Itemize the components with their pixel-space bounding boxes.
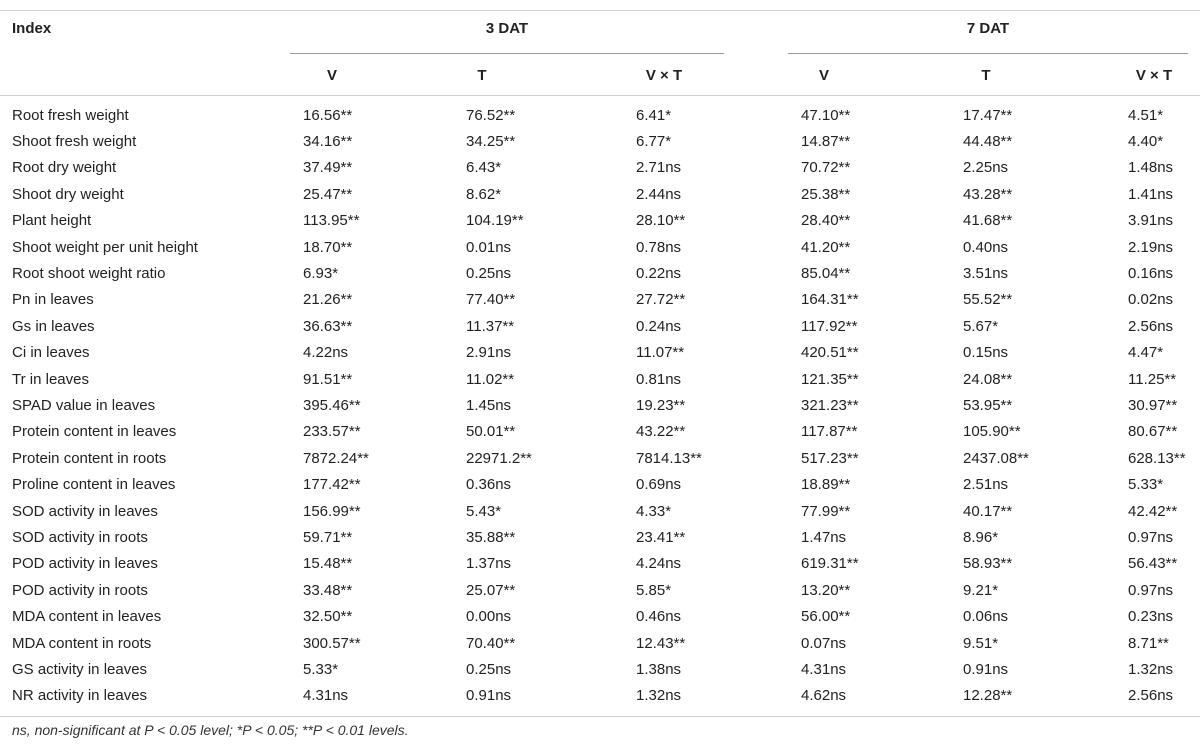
cell-index: SPAD value in leaves — [12, 396, 156, 414]
cell-vxt-3dat: 0.69ns — [636, 476, 682, 494]
cell-v-7dat: 420.51** — [801, 344, 859, 362]
table-row — [0, 340, 1200, 366]
table-rows — [0, 102, 1200, 709]
table-row — [0, 128, 1200, 154]
cell-t-7dat: 58.93** — [963, 555, 1013, 573]
cell-v-3dat: 25.47** — [303, 185, 353, 203]
cell-v-7dat: 56.00** — [801, 608, 851, 626]
cell-t-7dat: 40.17** — [963, 502, 1013, 520]
cell-t-7dat: 5.67* — [963, 317, 999, 335]
cell-v-7dat: 28.40** — [801, 212, 851, 230]
sub-header-v-7dat: V — [818, 67, 829, 84]
cell-t-7dat: 2437.08** — [963, 449, 1029, 467]
cell-vxt-7dat: 80.67** — [1128, 423, 1178, 441]
cell-index: Root fresh weight — [12, 106, 129, 124]
cell-vxt-7dat: 4.47* — [1128, 344, 1164, 362]
cell-index: Tr in leaves — [12, 370, 89, 388]
cell-vxt-3dat: 4.33* — [636, 502, 672, 520]
cell-t-3dat: 0.25ns — [466, 265, 512, 283]
cell-v-3dat: 18.70** — [303, 238, 353, 256]
table-row — [0, 551, 1200, 577]
cell-v-3dat: 36.63** — [303, 317, 353, 335]
cell-index: Shoot dry weight — [12, 185, 124, 203]
cell-v-3dat: 300.57** — [303, 634, 361, 652]
cell-index: Protein content in roots — [12, 449, 167, 467]
header-rule — [0, 95, 1200, 96]
cell-v-3dat: 91.51** — [303, 370, 353, 388]
cell-vxt-7dat: 4.40* — [1128, 133, 1164, 151]
cell-vxt-7dat: 0.02ns — [1128, 291, 1174, 309]
cell-t-3dat: 70.40** — [466, 634, 516, 652]
group-rule-3dat — [290, 53, 724, 54]
cell-t-3dat: 25.07** — [466, 581, 516, 599]
cell-t-7dat: 9.21* — [963, 581, 999, 599]
cell-index: MDA content in leaves — [12, 608, 162, 626]
cell-v-3dat: 395.46** — [303, 396, 361, 414]
cell-index: Gs in leaves — [12, 317, 95, 335]
cell-index: Protein content in leaves — [12, 423, 177, 441]
cell-index: POD activity in leaves — [12, 555, 158, 573]
cell-vxt-3dat: 11.07** — [636, 344, 685, 362]
table-row — [0, 392, 1200, 418]
cell-vxt-3dat: 5.85* — [636, 581, 672, 599]
cell-v-7dat: 164.31** — [801, 291, 859, 309]
cell-v-7dat: 321.23** — [801, 396, 859, 414]
cell-t-3dat: 34.25** — [466, 133, 516, 151]
cell-vxt-7dat: 4.51* — [1128, 106, 1164, 124]
cell-t-7dat: 17.47** — [963, 106, 1013, 124]
table-row — [0, 102, 1200, 128]
table-row — [0, 656, 1200, 682]
cell-v-3dat: 4.31ns — [303, 687, 349, 705]
cell-v-7dat: 0.07ns — [801, 634, 847, 652]
sub-header-v-3dat: V — [326, 67, 337, 84]
cell-v-7dat: 18.89** — [801, 476, 851, 494]
cell-t-7dat: 43.28** — [963, 185, 1013, 203]
cell-vxt-7dat: 0.97ns — [1128, 581, 1174, 599]
table-row — [0, 208, 1200, 234]
table-row — [0, 683, 1200, 709]
cell-v-3dat: 16.56** — [303, 106, 353, 124]
cell-index: POD activity in roots — [12, 581, 148, 599]
cell-v-7dat: 4.31ns — [801, 660, 847, 678]
cell-vxt-7dat: 42.42** — [1128, 502, 1178, 520]
cell-t-7dat: 0.91ns — [963, 660, 1009, 678]
cell-vxt-3dat: 12.43** — [636, 634, 686, 652]
cell-t-3dat: 77.40** — [466, 291, 516, 309]
cell-vxt-7dat: 2.56ns — [1128, 687, 1174, 705]
cell-t-3dat: 1.45ns — [466, 396, 512, 414]
cell-t-7dat: 24.08** — [963, 370, 1013, 388]
cell-v-3dat: 34.16** — [303, 133, 353, 151]
cell-vxt-3dat: 0.24ns — [636, 317, 682, 335]
cell-index: MDA content in roots — [12, 634, 152, 652]
table-row — [0, 471, 1200, 497]
cell-v-3dat: 156.99** — [303, 502, 361, 520]
table-row — [0, 524, 1200, 550]
table-row — [0, 155, 1200, 181]
cell-vxt-3dat: 1.32ns — [636, 687, 682, 705]
cell-vxt-3dat: 4.24ns — [636, 555, 682, 573]
cell-t-3dat: 1.37ns — [466, 555, 512, 573]
cell-index: GS activity in leaves — [12, 660, 148, 678]
cell-vxt-7dat: 8.71** — [1128, 634, 1169, 652]
cell-v-7dat: 1.47ns — [801, 528, 847, 546]
table-row — [0, 498, 1200, 524]
cell-v-3dat: 177.42** — [303, 476, 361, 494]
cell-vxt-7dat: 628.13** — [1128, 449, 1186, 467]
cell-vxt-7dat: 30.97** — [1128, 396, 1178, 414]
cell-index: Shoot fresh weight — [12, 133, 137, 151]
cell-vxt-7dat: 0.16ns — [1128, 265, 1174, 283]
cell-t-7dat: 0.15ns — [963, 344, 1009, 362]
cell-vxt-3dat: 2.44ns — [636, 185, 682, 203]
cell-t-3dat: 6.43* — [466, 159, 502, 177]
cell-vxt-7dat: 5.33* — [1128, 476, 1164, 494]
cell-t-3dat: 0.00ns — [466, 608, 512, 626]
cell-vxt-7dat: 1.41ns — [1128, 185, 1174, 203]
table-row — [0, 577, 1200, 603]
cell-vxt-3dat: 0.46ns — [636, 608, 682, 626]
cell-t-7dat: 44.48** — [963, 133, 1013, 151]
group-header-3dat: 3 DAT — [485, 20, 529, 37]
table-row — [0, 287, 1200, 313]
cell-t-3dat: 5.43* — [466, 502, 502, 520]
cell-v-3dat: 5.33* — [303, 660, 339, 678]
cell-t-3dat: 0.36ns — [466, 476, 512, 494]
cell-vxt-3dat: 2.71ns — [636, 159, 682, 177]
cell-vxt-7dat: 1.48ns — [1128, 159, 1174, 177]
cell-v-3dat: 7872.24** — [303, 449, 369, 467]
table-row — [0, 445, 1200, 471]
cell-v-3dat: 4.22ns — [303, 344, 349, 362]
cell-t-3dat: 2.91ns — [466, 344, 512, 362]
cell-vxt-3dat: 6.77* — [636, 133, 672, 151]
cell-v-3dat: 15.48** — [303, 555, 353, 573]
top-rule — [0, 10, 1200, 11]
cell-v-7dat: 117.87** — [801, 423, 858, 441]
cell-vxt-7dat: 3.91ns — [1128, 212, 1174, 230]
cell-vxt-7dat: 56.43** — [1128, 555, 1178, 573]
cell-t-3dat: 0.25ns — [466, 660, 512, 678]
cell-vxt-7dat: 2.56ns — [1128, 317, 1174, 335]
cell-v-7dat: 41.20** — [801, 238, 851, 256]
cell-t-7dat: 0.40ns — [963, 238, 1009, 256]
cell-t-7dat: 0.06ns — [963, 608, 1009, 626]
cell-t-7dat: 53.95** — [963, 396, 1013, 414]
cell-index: Proline content in leaves — [12, 476, 176, 494]
cell-t-3dat: 104.19** — [466, 212, 524, 230]
cell-v-3dat: 59.71** — [303, 528, 353, 546]
cell-t-7dat: 55.52** — [963, 291, 1013, 309]
cell-index: Pn in leaves — [12, 291, 94, 309]
cell-v-7dat: 121.35** — [801, 370, 859, 388]
cell-vxt-3dat: 23.41** — [636, 528, 686, 546]
cell-v-7dat: 77.99** — [801, 502, 851, 520]
cell-t-7dat: 105.90** — [963, 423, 1021, 441]
cell-t-3dat: 35.88** — [466, 528, 516, 546]
table-row — [0, 419, 1200, 445]
sub-header-vxt-7dat: V × T — [1135, 67, 1173, 84]
cell-vxt-7dat: 11.25** — [1128, 370, 1177, 388]
cell-v-7dat: 13.20** — [801, 581, 851, 599]
sub-header-t-7dat: T — [981, 67, 991, 84]
cell-t-3dat: 11.37** — [466, 317, 515, 335]
cell-v-3dat: 113.95** — [303, 212, 360, 230]
cell-v-3dat: 233.57** — [303, 423, 361, 441]
cell-vxt-3dat: 1.38ns — [636, 660, 682, 678]
cell-v-7dat: 47.10** — [801, 106, 851, 124]
cell-index: Shoot weight per unit height — [12, 238, 198, 256]
cell-v-3dat: 37.49** — [303, 159, 353, 177]
cell-t-7dat: 2.51ns — [963, 476, 1009, 494]
cell-t-7dat: 2.25ns — [963, 159, 1009, 177]
cell-v-3dat: 33.48** — [303, 581, 353, 599]
cell-t-3dat: 11.02** — [466, 370, 515, 388]
sub-header-t-3dat: T — [477, 67, 487, 84]
cell-t-7dat: 41.68** — [963, 212, 1013, 230]
cell-vxt-7dat: 0.23ns — [1128, 608, 1174, 626]
cell-v-7dat: 117.92** — [801, 317, 858, 335]
cell-v-3dat: 21.26** — [303, 291, 353, 309]
cell-v-7dat: 619.31** — [801, 555, 859, 573]
cell-v-7dat: 517.23** — [801, 449, 859, 467]
sub-header-vxt-3dat: V × T — [645, 67, 683, 84]
table-row — [0, 603, 1200, 629]
cell-vxt-3dat: 7814.13** — [636, 449, 702, 467]
cell-index: SOD activity in roots — [12, 528, 148, 546]
table-body — [0, 102, 1200, 709]
cell-t-3dat: 0.01ns — [466, 238, 512, 256]
cell-v-7dat: 85.04** — [801, 265, 851, 283]
cell-vxt-3dat: 0.81ns — [636, 370, 682, 388]
cell-index: Plant height — [12, 212, 92, 230]
cell-vxt-3dat: 0.78ns — [636, 238, 682, 256]
table-footnote: ns, non-significant at P < 0.05 level; *P < 0.05; **P < 0.01 levels. — [12, 722, 409, 738]
cell-vxt-3dat: 0.22ns — [636, 265, 682, 283]
cell-t-3dat: 76.52** — [466, 106, 516, 124]
table-row — [0, 234, 1200, 260]
cell-index: SOD activity in leaves — [12, 502, 158, 520]
cell-t-3dat: 22971.2** — [466, 449, 532, 467]
cell-vxt-7dat: 1.32ns — [1128, 660, 1174, 678]
cell-vxt-7dat: 2.19ns — [1128, 238, 1174, 256]
cell-v-7dat: 14.87** — [801, 133, 851, 151]
cell-index: Root dry weight — [12, 159, 117, 177]
cell-v-7dat: 25.38** — [801, 185, 851, 203]
group-header-7dat: 7 DAT — [966, 20, 1010, 37]
cell-index: Ci in leaves — [12, 344, 90, 362]
table-row — [0, 630, 1200, 656]
cell-index: NR activity in leaves — [12, 687, 148, 705]
index-column-header: Index — [12, 20, 52, 37]
cell-vxt-3dat: 43.22** — [636, 423, 686, 441]
cell-v-3dat: 6.93* — [303, 265, 339, 283]
table-row — [0, 181, 1200, 207]
cell-vxt-3dat: 19.23** — [636, 396, 686, 414]
cell-t-7dat: 3.51ns — [963, 265, 1009, 283]
cell-vxt-3dat: 28.10** — [636, 212, 686, 230]
table-row — [0, 366, 1200, 392]
cell-v-7dat: 4.62ns — [801, 687, 847, 705]
cell-t-7dat: 9.51* — [963, 634, 999, 652]
cell-t-3dat: 8.62* — [466, 185, 502, 203]
cell-t-3dat: 0.91ns — [466, 687, 512, 705]
cell-index: Root shoot weight ratio — [12, 265, 166, 283]
table-row — [0, 313, 1200, 339]
cell-v-3dat: 32.50** — [303, 608, 353, 626]
cell-t-7dat: 8.96* — [963, 528, 999, 546]
table-row — [0, 260, 1200, 286]
bottom-rule — [0, 716, 1200, 717]
cell-vxt-7dat: 0.97ns — [1128, 528, 1174, 546]
cell-t-7dat: 12.28** — [963, 687, 1013, 705]
cell-t-3dat: 50.01** — [466, 423, 516, 441]
cell-vxt-3dat: 6.41* — [636, 106, 672, 124]
group-rule-7dat — [788, 53, 1188, 54]
cell-v-7dat: 70.72** — [801, 159, 851, 177]
cell-vxt-3dat: 27.72** — [636, 291, 686, 309]
